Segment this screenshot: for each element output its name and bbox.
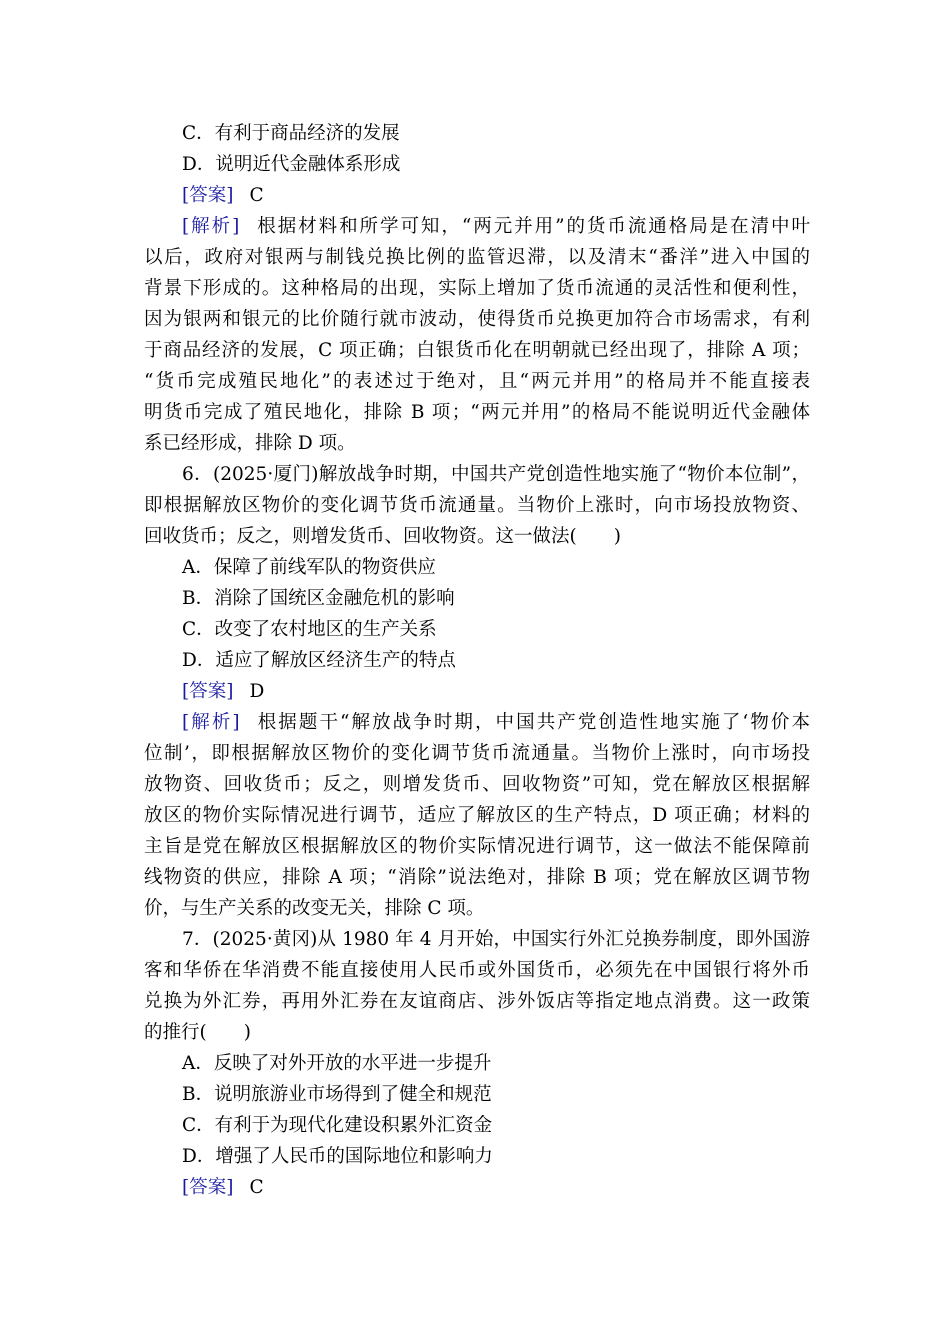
q6-stem-line: 即根据解放区物价的变化调节货币流通量。当物价上涨时，向市场投放物资、 bbox=[144, 495, 810, 516]
q6-analysis-line: 位制’，即根据解放区物价的变化调节货币流通量。当物价上涨时，向市场投 bbox=[144, 743, 810, 764]
answer-tag: [答案] bbox=[182, 185, 234, 206]
q7-stem-line: 7．(2025·黄冈)从 1980 年 4 月开始，中国实行外汇兑换券制度，即外国游 bbox=[182, 929, 810, 950]
q6-analysis-line: 价，与生产关系的改变无关，排除 C 项。 bbox=[144, 898, 485, 919]
q6-analysis-line: 放区的物价实际情况进行调节，适应了解放区的生产特点，D 项正确；材料的 bbox=[144, 805, 810, 826]
q5-analysis-line: 背景下形成的。这种格局的出现，实际上增加了货币流通的灵活性和便利性， bbox=[144, 278, 810, 299]
answer-tag: [答案] bbox=[182, 1177, 234, 1198]
q6-option-a: A．保障了前线军队的物资供应 bbox=[182, 557, 436, 578]
q7-stem-line: 客和华侨在华消费不能直接使用人民币或外国货币，必须先在中国银行将外币 bbox=[144, 960, 810, 981]
answer-value: C bbox=[249, 185, 264, 206]
q5-analysis-line: “货币完成殖民地化”的表述过于绝对，且“两元并用”的格局并不能直接表 bbox=[144, 371, 810, 392]
q7-option-a: A．反映了对外开放的水平进一步提升 bbox=[182, 1053, 492, 1074]
q6-option-b: B．消除了国统区金融危机的影响 bbox=[182, 588, 455, 609]
q6-stem-line: 回收货币；反之，则增发货币、回收物资。这一做法( ) bbox=[144, 526, 621, 547]
page-content bbox=[144, 118, 810, 1203]
analysis-tag: [解析] bbox=[182, 712, 240, 733]
q6-analysis-line: 放物资、回收货币；反之，则增发货币、回收物资”可知，党在解放区根据解 bbox=[144, 774, 810, 795]
q5-analysis-line: 于商品经济的发展，C 项正确；白银货币化在明朝就已经出现了，排除 A 项； bbox=[144, 340, 810, 361]
answer-value: C bbox=[249, 1177, 264, 1198]
q6-analysis-line: 主旨是党在解放区根据解放区的物价实际情况进行调节，这一做法不能保障前 bbox=[144, 836, 810, 857]
q6-stem-line: 6．(2025·厦门)解放战争时期，中国共产党创造性地实施了“物价本位制”， bbox=[182, 464, 810, 485]
q6-option-c: C．改变了农村地区的生产关系 bbox=[182, 619, 437, 640]
q5-analysis-line: 明货币完成了殖民地化，排除 B 项；“两元并用”的格局不能说明近代金融体 bbox=[144, 402, 810, 423]
q7-option-d: D．增强了人民币的国际地位和影响力 bbox=[182, 1146, 493, 1167]
analysis-tag: [解析] bbox=[182, 216, 240, 237]
q6-answer bbox=[144, 676, 810, 707]
q5-analysis-line: 因为银两和银元的比价随行就市波动，使得货币兑换更加符合市场需求，有利 bbox=[144, 309, 810, 330]
q5-option-c: C．有利于商品经济的发展 bbox=[182, 123, 400, 144]
answer-value: D bbox=[249, 681, 265, 702]
q5-analysis-line: 系已经形成，排除 D 项。 bbox=[144, 433, 356, 454]
q6-analysis-line: [解析] 根据题干“解放战争时期，中国共产党创造性地实施了‘物价本 bbox=[182, 712, 810, 733]
q6-option-d: D．适应了解放区经济生产的特点 bbox=[182, 650, 456, 671]
q5-analysis-line: 以后，政府对银两与制钱兑换比例的监管迟滞，以及清末“番洋”进入中国的 bbox=[144, 247, 810, 268]
q6-analysis-line: 线物资的供应，排除 A 项；“消除”说法绝对，排除 B 项；党在解放区调节物 bbox=[144, 867, 810, 888]
q5-answer bbox=[144, 180, 810, 211]
q7-stem-line: 兑换为外汇券，再用外汇券在友谊商店、涉外饭店等指定地点消费。这一政策 bbox=[144, 991, 810, 1012]
answer-tag: [答案] bbox=[182, 681, 234, 702]
q7-answer bbox=[144, 1172, 810, 1203]
q5-option-d: D．说明近代金融体系形成 bbox=[182, 154, 401, 175]
q7-stem-line: 的推行( ) bbox=[144, 1022, 251, 1043]
q5-analysis-line: [解析] 根据材料和所学可知，“两元并用”的货币流通格局是在清中叶 bbox=[182, 216, 810, 237]
q7-option-b: B．说明旅游业市场得到了健全和规范 bbox=[182, 1084, 492, 1105]
q7-option-c: C．有利于为现代化建设积累外汇资金 bbox=[182, 1115, 493, 1136]
